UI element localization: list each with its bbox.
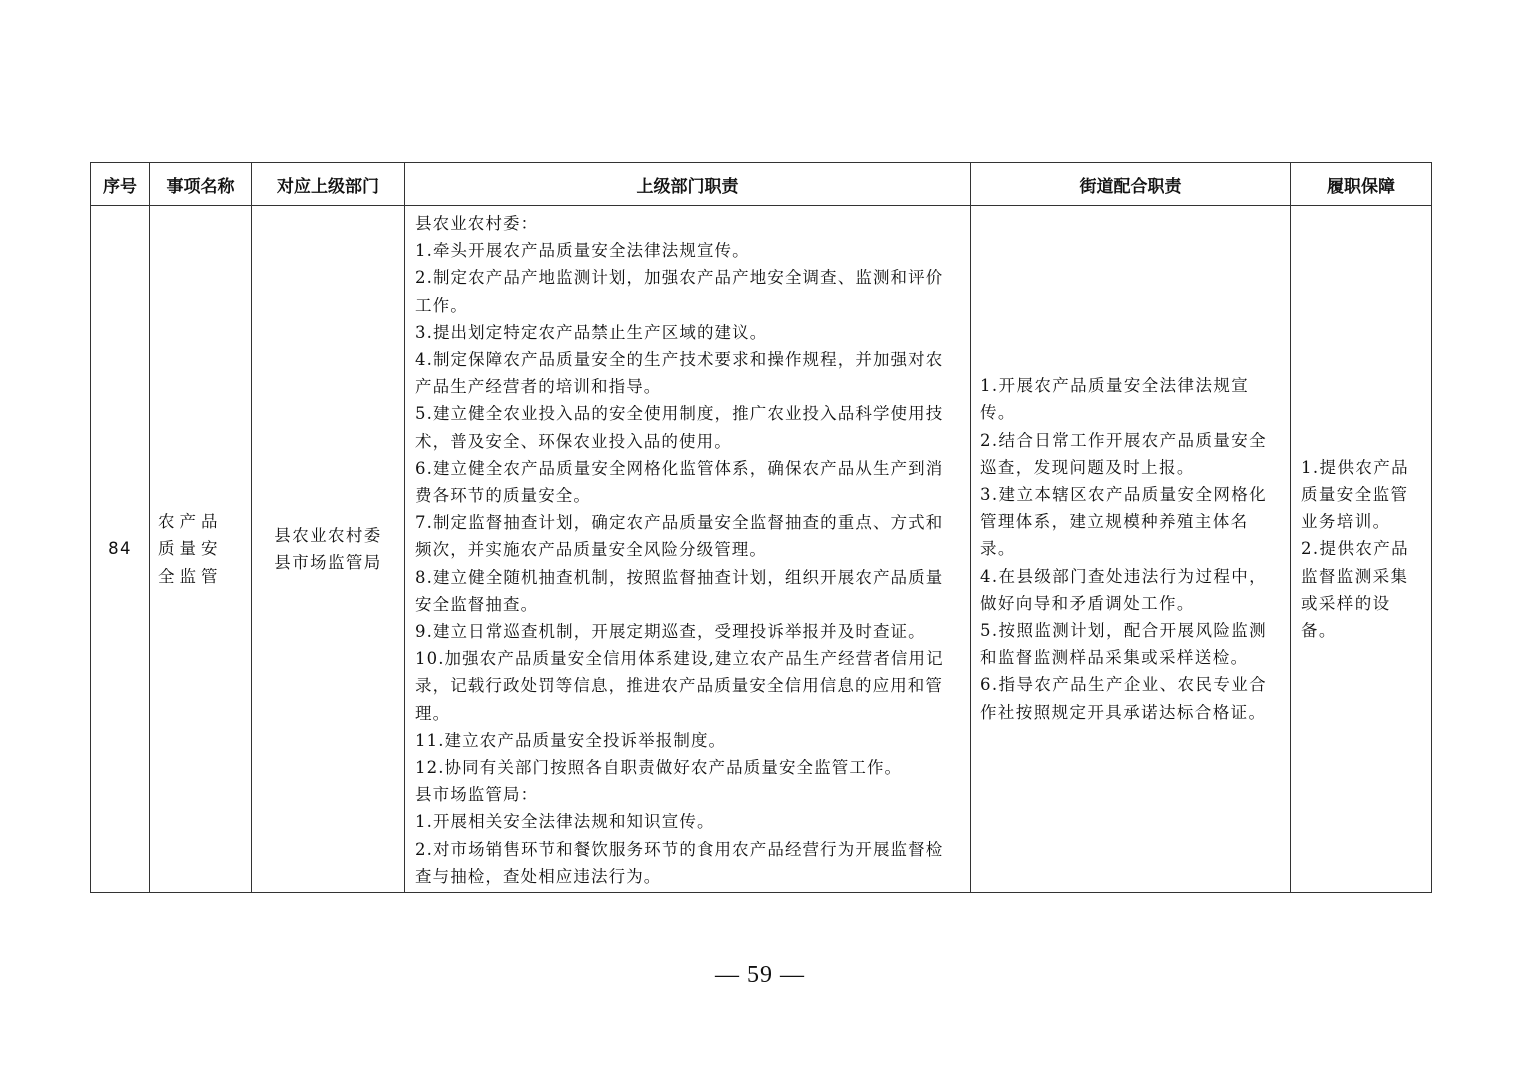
dept-line: 县市场监管局 — [274, 553, 382, 573]
row-superior-dept — [252, 206, 405, 893]
street-duty-line: 1.开展农产品质量安全法律法规宣传。 — [980, 376, 1250, 423]
table-header-row — [91, 163, 1432, 206]
row-item-name: 农产品质量安全监管 — [150, 206, 252, 893]
guarantee-line: 2.提供农产品监督监测采集或采样的设备。 — [1301, 539, 1410, 641]
duty-line: 3.提出划定特定农产品禁止生产区域的建议。 — [415, 322, 768, 342]
duty-line: 4.制定保障农产品质量安全的生产技术要求和操作规程，并加强对农产品生产经营者的培训和指导。 — [415, 350, 944, 397]
duty-line: 10.加强农产品质量安全信用体系建设,建立农产品生产经营者信用记录，记载行政处罚等信息，推进农产品质量安全信用信息的应用和管理。 — [415, 649, 944, 723]
duty-line: 县农业农村委： — [415, 214, 539, 233]
guarantee-line: 1.提供农产品质量安全监管业务培训。 — [1301, 457, 1410, 532]
responsibility-table — [90, 162, 1432, 893]
street-duty-line: 2.结合日常工作开展农产品质量安全巡查，发现问题及时上报。 — [980, 430, 1268, 477]
header-item-name: 事项名称 — [150, 163, 252, 206]
duty-line: 1.牵头开展农产品质量安全法律法规宣传。 — [415, 241, 750, 261]
row-seq: 84 — [91, 206, 150, 893]
duty-line: 5.建立健全农业投入品的安全使用制度，推广农业投入品科学使用技术，普及安全、环保农业投入品的使用。 — [415, 404, 944, 451]
street-duty-line: 5.按照监测计划，配合开展风险监测和监督监测样品采集或采样送检。 — [980, 621, 1268, 668]
duty-line: 2.制定农产品产地监测计划，加强农产品产地安全调查、监测和评价工作。 — [415, 268, 944, 315]
duty-line: 9.建立日常巡查机制，开展定期巡查，受理投诉举报并及时查证。 — [415, 622, 926, 642]
duty-line: 8.建立健全随机抽查机制，按照监督抽查计划，组织开展农产品质量安全监督抽查。 — [415, 567, 944, 614]
street-duty-line: 6.指导农产品生产企业、农民专业合作社按照规定开具承诺达标合格证。 — [980, 675, 1268, 722]
row-street-duties — [971, 206, 1291, 893]
header-superior-duties: 上级部门职责 — [405, 163, 971, 206]
header-seq: 序号 — [91, 163, 150, 206]
duty-line: 11.建立农产品质量安全投诉举报制度。 — [415, 730, 727, 750]
dept-line: 县农业农村委 — [274, 525, 382, 545]
duty-line: 2.对市场销售环节和餐饮服务环节的食用农产品经营行为开展监督检查与抽检，查处相应违法行为。 — [415, 839, 944, 886]
duty-line: 6.建立健全农产品质量安全网格化监管体系，确保农产品从生产到消费各环节的质量安全。 — [415, 458, 944, 506]
duty-line: 1.开展相关安全法律法规和知识宣传。 — [415, 812, 715, 832]
page-number: — 59 — — [715, 962, 805, 988]
header-street-duties: 街道配合职责 — [971, 163, 1291, 206]
header-guarantee: 履职保障 — [1291, 163, 1432, 206]
duty-line: 12.协同有关部门按照各自职责做好农产品质量安全监管工作。 — [415, 758, 903, 778]
duty-line: 县市场监管局： — [415, 785, 539, 805]
table-row — [91, 206, 1432, 893]
street-duty-line: 3.建立本辖区农产品质量安全网格化管理体系，建立规模种养殖主体名录。 — [980, 485, 1268, 559]
street-duty-line: 4.在县级部门查处违法行为过程中，做好向导和矛盾调处工作。 — [980, 566, 1268, 613]
header-superior-dept: 对应上级部门 — [252, 163, 405, 206]
row-superior-duties — [405, 206, 971, 893]
duty-line: 7.制定监督抽查计划，确定农产品质量安全监督抽查的重点、方式和频次，并实施农产品质量安全风险分级管理。 — [415, 513, 944, 560]
row-guarantee — [1291, 206, 1432, 893]
